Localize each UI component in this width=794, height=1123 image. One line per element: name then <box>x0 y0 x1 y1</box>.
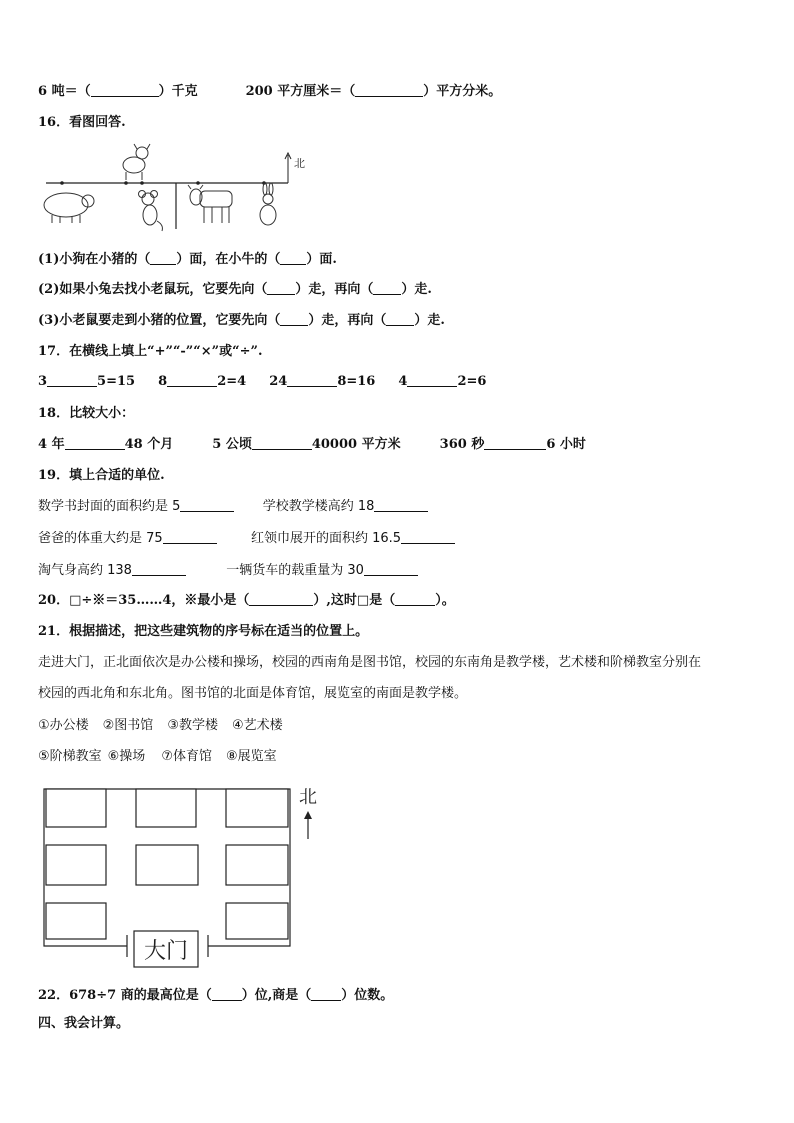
q17-blank-3[interactable] <box>287 373 337 387</box>
q22-text-c: ）位数。 <box>341 988 394 1003</box>
q21-desc-line-2: 校园的西北角和东北角。图书馆的北面是体育馆，展览室的南面是教学楼。 <box>38 686 468 701</box>
q21-option-5: ⑤阶梯教室 <box>38 749 102 764</box>
q21-options-row-1 <box>38 717 283 735</box>
section-4-title: 四、我会计算。 <box>38 1016 130 1031</box>
building-slot-nw[interactable] <box>46 789 106 827</box>
q17-items <box>38 373 486 391</box>
q20-text-b: ）,这时□是（ <box>313 593 396 608</box>
q16-s1-blank-2[interactable] <box>280 251 306 265</box>
q20-blank-1[interactable] <box>249 592 313 606</box>
q18-blank-2[interactable] <box>252 436 312 450</box>
building-slot-ne[interactable] <box>226 789 288 827</box>
q21-campus-map <box>38 783 328 971</box>
q15-blank-2[interactable] <box>355 83 423 97</box>
q16-s2-blank-2[interactable] <box>373 281 401 295</box>
q18-item-2-a: 5 公顷 <box>212 437 252 452</box>
q17-item-4-b: 2=6 <box>457 374 487 389</box>
q18-blank-1[interactable] <box>65 436 125 450</box>
q16-s1-b: ）面，在小牛的（ <box>176 252 281 267</box>
q22-text-b: ）位,商是（ <box>241 988 312 1003</box>
q22-text-a: 22．678÷7 商的最高位是（ <box>38 988 212 1003</box>
north-arrow-icon <box>285 153 291 183</box>
q22-blank-1[interactable] <box>212 987 242 1001</box>
q15-tail-line <box>38 83 501 101</box>
q21-option-2: ②图书馆 <box>102 718 154 733</box>
q19-blank-1[interactable] <box>180 498 234 512</box>
rabbit-icon <box>260 183 276 225</box>
q21-option-3: ③教学楼 <box>167 718 218 733</box>
q16-s3-c: ）走. <box>414 313 445 328</box>
q16-s1-a: (1)小狗在小猪的（ <box>38 252 151 267</box>
q17-title: 17．在横线上填上“+”“-”“×”或“÷”. <box>38 344 263 359</box>
campus-north-label: 北 <box>299 787 317 808</box>
q19-blank-5[interactable] <box>132 562 186 576</box>
q19-row3-a: 淘气身高约 138 <box>38 563 132 578</box>
q15-right-text: 200 平方厘米＝（ <box>245 84 356 99</box>
cow-icon <box>188 185 232 223</box>
pig-icon <box>44 193 94 223</box>
q17-blank-2[interactable] <box>167 373 217 387</box>
q17-item-2-b: 2=4 <box>217 374 247 389</box>
q16-s3-blank-2[interactable] <box>386 312 414 326</box>
q21-option-6: ⑥操场 <box>107 749 146 764</box>
q17-blank-4[interactable] <box>407 373 457 387</box>
q19-row-3 <box>38 562 418 580</box>
q19-title: 19．填上合适的单位. <box>38 468 165 483</box>
q17-item-3-a: 24 <box>269 374 288 389</box>
q18-item-1-b: 48 个月 <box>124 437 174 452</box>
q16-s2 <box>38 281 432 299</box>
q17-item-3-b: 8=16 <box>337 374 376 389</box>
q21-title: 21．根据描述，把这些建筑物的序号标在适当的位置上。 <box>38 624 369 639</box>
q20-blank-2[interactable] <box>395 592 435 606</box>
q19-row-1 <box>38 498 428 516</box>
q17-item-2-a: 8 <box>158 374 168 389</box>
q21-option-7: ⑦体育馆 <box>161 749 212 764</box>
q16-s2-c: ）走. <box>401 282 432 297</box>
q19-row3-b: 一辆货车的载重量为 30 <box>226 563 364 578</box>
q16-s1 <box>38 251 337 269</box>
q17-blank-1[interactable] <box>47 373 97 387</box>
building-slot-sw[interactable] <box>46 903 106 939</box>
q19-blank-2[interactable] <box>374 498 428 512</box>
q21-options-row-2 <box>38 748 277 766</box>
building-slot-center[interactable] <box>136 845 198 885</box>
q17-item-4-a: 4 <box>398 374 408 389</box>
q17-item-1-b: 5=15 <box>97 374 136 389</box>
q20-line <box>38 592 455 610</box>
building-slot-e[interactable] <box>226 845 288 885</box>
building-slot-w[interactable] <box>46 845 106 885</box>
q19-blank-3[interactable] <box>163 530 217 544</box>
building-slot-n[interactable] <box>136 789 196 827</box>
q21-option-8: ⑧展览室 <box>225 749 277 764</box>
q21-desc-line-1: 走进大门，正北面依次是办公楼和操场，校园的西南角是图书馆，校园的东南角是教学楼，艺术楼和阶梯教室分别在 <box>38 655 702 670</box>
q16-s3-blank-1[interactable] <box>280 312 308 326</box>
q16-s1-c: ）面. <box>306 252 337 267</box>
q18-blank-3[interactable] <box>484 436 546 450</box>
q16-s2-a: (2)如果小兔去找小老鼠玩，它要先向（ <box>38 282 268 297</box>
q16-north-label: 北 <box>294 157 305 170</box>
q21-option-1: ①办公楼 <box>38 718 89 733</box>
q16-title: 16．看图回答. <box>38 115 126 130</box>
q18-item-3-a: 360 秒 <box>439 437 485 452</box>
q19-blank-4[interactable] <box>401 530 455 544</box>
q18-title: 18．比较大小： <box>38 406 135 421</box>
q16-s3-a: (3)小老鼠要走到小猪的位置，它要先向（ <box>38 313 281 328</box>
q20-text-c: ）。 <box>435 593 455 608</box>
q15-left-text: 6 吨＝（ <box>38 84 91 99</box>
q16-s2-b: ）走，再向（ <box>295 282 374 297</box>
q18-items <box>38 436 586 454</box>
q16-s2-blank-1[interactable] <box>267 281 295 295</box>
q19-row2-b: 红领巾展开的面积约 16.5 <box>250 531 402 546</box>
q19-row1-a: 数学书封面的面积约是 5 <box>38 499 181 514</box>
q22-line <box>38 987 393 1005</box>
mouse-icon <box>139 191 163 232</box>
q16-s3-b: ）走，再向（ <box>308 313 387 328</box>
q19-blank-6[interactable] <box>364 562 418 576</box>
q19-row2-a: 爸爸的体重大约是 75 <box>38 531 163 546</box>
gate-label: 大门 <box>143 939 189 964</box>
dog-icon <box>123 144 150 180</box>
q17-item-1-a: 3 <box>38 374 48 389</box>
q19-row-2 <box>38 530 455 548</box>
q20-text-a: 20．□÷※＝35……4，※最小是（ <box>38 593 250 608</box>
q15-blank-1[interactable] <box>91 83 159 97</box>
q16-s3 <box>38 312 445 330</box>
building-slot-se[interactable] <box>226 903 288 939</box>
q18-item-2-b: 40000 平方米 <box>311 437 401 452</box>
q16-s1-blank-1[interactable] <box>150 251 176 265</box>
q21-option-4: ④艺术楼 <box>231 718 283 733</box>
q22-blank-2[interactable] <box>311 987 341 1001</box>
q19-row1-b: 学校教学楼高约 18 <box>262 499 375 514</box>
q16-figure <box>38 143 305 235</box>
q15-left-close: ）千克 <box>158 84 198 99</box>
q15-right-close: ）平方分米。 <box>423 84 502 99</box>
q18-item-1-a: 4 年 <box>38 437 65 452</box>
q18-item-3-b: 6 小时 <box>546 437 586 452</box>
north-arrow-icon <box>304 811 312 839</box>
